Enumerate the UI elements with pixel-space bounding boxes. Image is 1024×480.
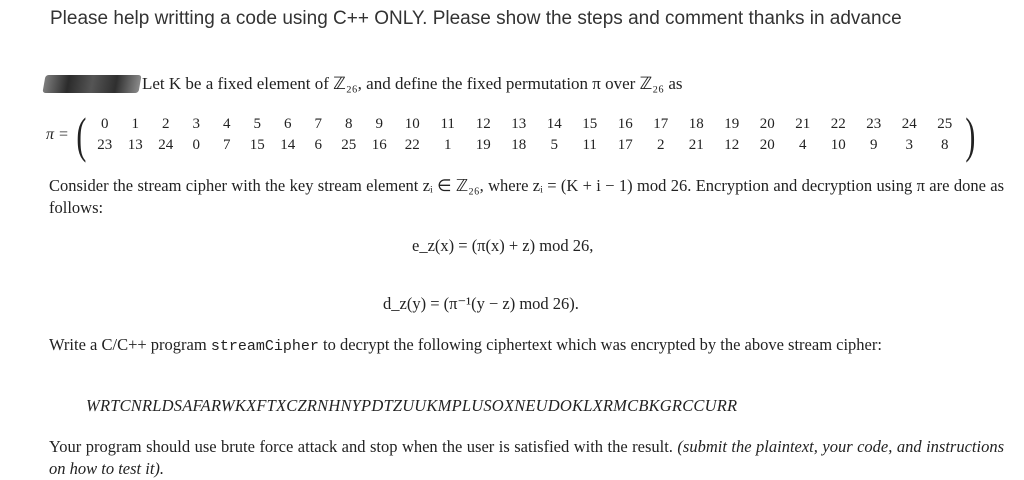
instructions-text: Your program should use brute force attack and stop when the user is satisfied with the result. [49, 437, 678, 456]
permutation-top-cell: 5 [253, 116, 261, 132]
right-paren: ) [965, 107, 976, 163]
permutation-top-cell: 21 [795, 116, 811, 132]
permutation-bottom-cell: 4 [798, 137, 807, 153]
permutation-bottom-cell: 10 [830, 137, 846, 153]
permutation-bottom-cell: 15 [249, 137, 265, 153]
permutation-bottom-cell: 16 [371, 137, 387, 153]
write-text-before: Write a C/C++ program [49, 335, 211, 354]
problem-intro [44, 74, 683, 94]
permutation-top-cell: 4 [222, 116, 231, 132]
instructions-paragraph [49, 436, 1004, 480]
permutation-bottom-cell: 6 [314, 137, 322, 153]
permutation-top-cell: 13 [511, 116, 527, 132]
permutation-bottom-cell: 21 [688, 137, 704, 153]
permutation-bottom-cell: 9 [869, 137, 878, 153]
permutation-bottom-cell: 7 [222, 137, 231, 153]
permutation-top-cell: 23 [866, 116, 882, 132]
permutation-top-cell: 14 [546, 116, 562, 132]
ciphertext: WRTCNRLDSAFARWKXFTXCZRNHNYPDTZUUKMPLUSOXNEUDOKLXRMCBKGRCCURR [86, 396, 738, 415]
write-text-after: to decrypt the following ciphertext which was encrypted by the above stream cipher: [318, 335, 882, 354]
permutation-bottom-cell: 14 [280, 137, 296, 153]
permutation-bottom-cell: 12 [724, 137, 740, 153]
consider-paragraph: Consider the stream cipher with the key stream element zᵢ ∈ ℤ₂₆, where zᵢ = (K + i − 1) mod 26. Encryption and decryption using π are done as follows: [49, 176, 1004, 217]
permutation-top-cell: 0 [100, 116, 109, 132]
permutation-top-cell: 8 [344, 116, 353, 132]
permutation-top-cell: 3 [192, 116, 200, 132]
permutation-top-cell: 24 [901, 116, 917, 132]
permutation-top-cell: 6 [283, 116, 292, 132]
permutation-bottom-cell: 25 [341, 137, 357, 153]
permutation-bottom-cell: 5 [550, 137, 558, 153]
permutation-bottom-cell: 17 [617, 137, 633, 153]
permutation-top-cell: 9 [375, 116, 383, 132]
permutation-top-cell: 20 [759, 116, 775, 132]
permutation-bottom-cell: 19 [475, 137, 491, 153]
permutation-top-cell: 17 [653, 116, 669, 132]
question-heading: Please help writting a code using C++ ONLY. Please show the steps and comment thanks in advance [50, 8, 902, 29]
permutation-top-cell: 10 [404, 116, 420, 132]
permutation-bottom-cell: 22 [404, 137, 420, 153]
submission-note: (submit the plaintext, your code, and instructions on how to test it). [49, 437, 1004, 478]
permutation-bottom-cell: 13 [127, 137, 143, 153]
permutation-bottom-cell: 18 [511, 137, 527, 153]
permutation-top-cell: 16 [617, 116, 633, 132]
permutation-top-cell: 7 [314, 116, 322, 132]
permutation-label: π = [46, 126, 69, 143]
permutation-top-cell: 15 [582, 116, 598, 132]
permutation-bottom-cell: 0 [192, 137, 200, 153]
left-paren: ( [76, 107, 87, 163]
permutation-bottom-cell: 23 [97, 137, 113, 153]
permutation-grid [89, 115, 962, 155]
permutation-bottom-cell: 8 [940, 137, 949, 153]
intro-text: Let K be a fixed element of ℤ₂₆, and define the fixed permutation π over ℤ₂₆ as [142, 74, 683, 93]
permutation-bottom-cell: 20 [759, 137, 775, 153]
redacted-label [42, 75, 141, 93]
permutation-top-cell: 18 [688, 116, 704, 132]
decryption-equation: d_z(y) = (π⁻¹(y − z) mod 26). [383, 294, 579, 313]
permutation-bottom-cell: 24 [158, 137, 174, 153]
permutation-top-cell: 11 [440, 116, 455, 132]
permutation-bottom-cell: 2 [656, 137, 665, 153]
encryption-equation: e_z(x) = (π(x) + z) mod 26, [412, 236, 594, 255]
permutation-top-cell: 25 [937, 116, 953, 132]
write-paragraph [49, 334, 1004, 358]
permutation-top-cell: 1 [131, 116, 139, 132]
permutation-matrix [46, 107, 979, 163]
permutation-bottom-cell: 1 [443, 137, 452, 153]
permutation-top-cell: 22 [830, 116, 846, 132]
permutation-top-cell: 19 [724, 116, 740, 132]
permutation-top-cell: 12 [475, 116, 491, 132]
permutation-top-cell: 2 [161, 116, 170, 132]
program-name: streamCipher [210, 338, 319, 355]
permutation-bottom-cell: 3 [905, 137, 913, 153]
permutation-bottom-cell: 11 [582, 137, 597, 153]
